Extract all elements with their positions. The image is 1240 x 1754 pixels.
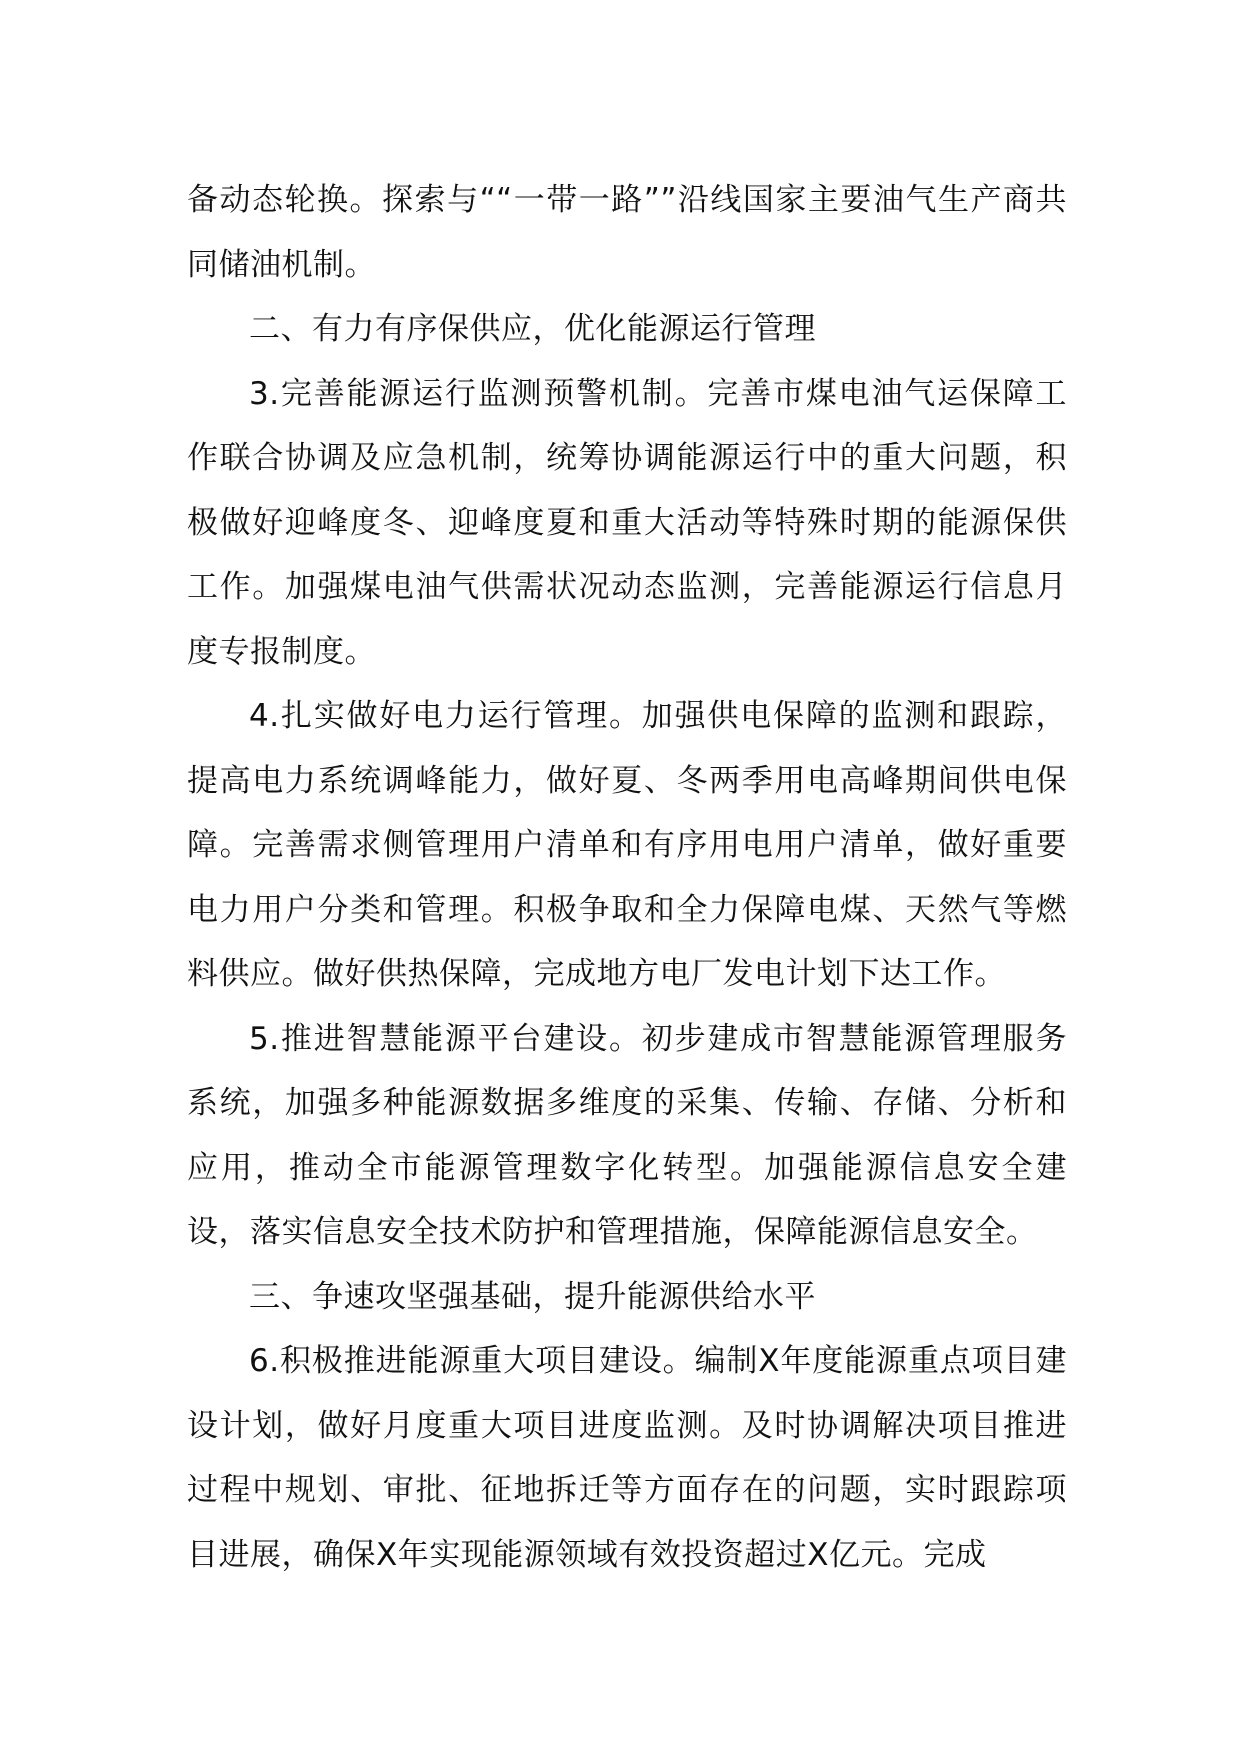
paragraph-item-3: 3.完善能源运行监测预警机制。完善市煤电油气运保障工作联合协调及应急机制，统筹协调能源运行中的重大问题，积极做好迎峰度冬、迎峰度夏和重大活动等特殊时期的能源保供工作。加强煤电油气供需状况动态监测，完善能源运行信息月度专报制度。: [187, 375, 1067, 670]
paragraph-continuation: 备动态轮换。探索与““一带一路””沿线国家主要油气生产商共同储油机制。: [187, 182, 1067, 283]
section-heading-3: 三、争速攻坚强基础，提升能源供给水平: [249, 1278, 816, 1315]
document-body: [187, 168, 1067, 1587]
paragraph-item-6: 6.积极推进能源重大项目建设。编制X年度能源重点项目建设计划，做好月度重大项目进度监测。及时协调解决项目推进过程中规划、审批、征地拆迁等方面存在的问题，实时跟踪项目进展，确保X年实现能源领域有效投资超过X亿元。完成: [187, 1343, 1067, 1573]
section-heading-2: 二、有力有序保供应，优化能源运行管理: [249, 311, 816, 347]
paragraph-item-5: 5.推进智慧能源平台建设。初步建成市智慧能源管理服务系统，加强多种能源数据多维度的采集、传输、存储、分析和应用，推动全市能源管理数字化转型。加强能源信息安全建设，落实信息安全技术防护和管理措施，保障能源信息安全。: [187, 1020, 1067, 1250]
paragraph-item-4: 4.扎实做好电力运行管理。加强供电保障的监测和跟踪，提高电力系统调峰能力，做好夏、冬两季用电高峰期间供电保障。完善需求侧管理用户清单和有序用电用户清单，做好重要电力用户分类和管理。积极争取和全力保障电煤、天然气等燃料供应。做好供热保障，完成地方电厂发电计划下达工作。: [187, 698, 1067, 992]
